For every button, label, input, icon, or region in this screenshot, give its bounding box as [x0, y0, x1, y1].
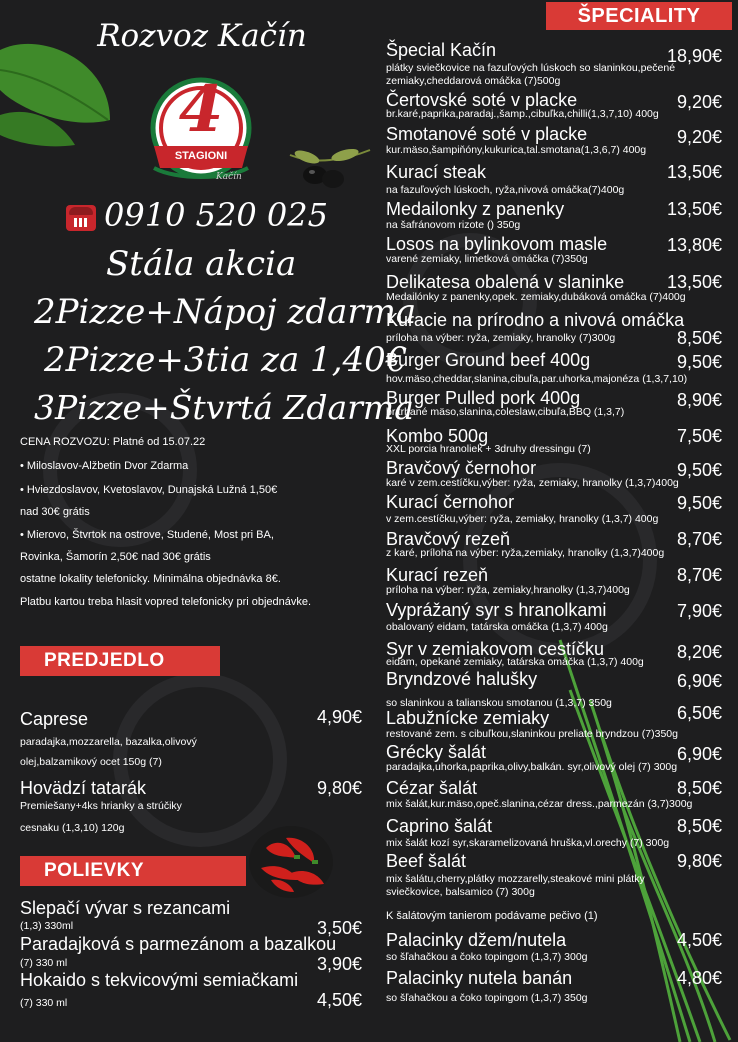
menu-item-desc: na fazuľových lúskoch, ryža,nivová omáčka(7)400g	[386, 184, 625, 196]
menu-item-desc: br.karé,paprika,paradaj.,šamp.,cibuľka,chilli(1,3,7,10) 400g	[386, 108, 659, 120]
menu-item-desc: mix šalát kozí syr,skaramelizovaná hruška,vl.orechy (7) 300g	[386, 837, 670, 849]
menu-item-desc: hov.mäso,cheddar,slanina,cibuľa,par.uhorka,majonéza (1,3,7,10)	[386, 373, 688, 385]
page-title: Rozvoz Kačín	[97, 18, 307, 54]
promo-line-3: 2Pizze+3tia za 1,40€	[44, 340, 408, 380]
menu-item-price: 4,50€	[316, 990, 362, 1010]
menu-item-desc: olej,balzamikový ocet 150g (7)	[20, 756, 162, 768]
menu-item-name: Losos na bylinkovom masle	[386, 234, 608, 254]
menu-item-price: 3,90€	[316, 954, 362, 974]
menu-item-name: Beef šalát	[386, 851, 467, 871]
menu-item-price: 3,50€	[316, 918, 362, 938]
menu-item-desc: kur.mäso,šampiňóny,kukurica,tal.smotana(1,3,6,7) 400g	[386, 144, 647, 156]
menu-item-price: 8,90€	[676, 390, 722, 410]
chili-peppers-icon	[246, 818, 336, 900]
delivery-info	[20, 436, 311, 618]
menu-item-name: Cézar šalát	[386, 778, 478, 798]
logo	[146, 72, 256, 186]
menu-item-name: Hokaido s tekvicovými semiačkami	[20, 970, 299, 990]
menu-item-desc: Medailónky z panenky,opek. zemiaky,dubáková omáčka (7)400g	[386, 291, 686, 303]
menu-item-desc: paradajka,mozzarella, bazalka,olivový	[20, 736, 197, 748]
menu-item-name: Smotanové soté v placke	[386, 124, 588, 144]
menu-item-desc: príloha na výber: ryža, zemiaky,hranolky (1,3,7)400g	[386, 584, 630, 596]
menu-item-name: Syr v zemiakovom cestíčku	[386, 639, 605, 659]
menu-item-name: Paradajková s parmezánom a bazalkou	[20, 934, 337, 954]
menu-item-desc: mix šalátu,cherry,plátky mozzarelly,steakové mini plátky sviečkovice, balsamico (7) 300g	[386, 873, 645, 898]
menu-item-desc: so slaninkou a talianskou smotanou (1,3,7) 350g	[386, 697, 612, 709]
menu-item-name: Burger Pulled pork 400g	[386, 388, 581, 408]
menu-item-name: Palacinky nutela banán	[386, 968, 573, 988]
menu-item-price: 8,20€	[676, 642, 722, 662]
menu-item-name: Bryndzové halušky	[386, 669, 538, 689]
menu-item-desc: varené zemiaky, limetková omáčka (7)350g	[386, 253, 588, 265]
menu-item-desc: obalovaný eidam, tatárska omáčka (1,3,7) 400g	[386, 621, 608, 633]
menu-item-price: 9,50€	[676, 460, 722, 480]
menu-item-desc: príloha na výber: ryža, zemiaky, hranolky (7)300g	[386, 332, 616, 344]
menu-item-desc: so šľahačkou a čoko topingom (1,3,7) 350g	[386, 992, 588, 1004]
logo-text: STAGIONI	[174, 150, 228, 162]
menu-item-name: Kurací černohor	[386, 492, 515, 512]
menu-item-desc: karé v zem.cestíčku,výber: ryža, zemiaky, hranolky (1,3,7)400g	[386, 477, 679, 489]
menu-item-name: Labužnícke zemiaky	[386, 708, 550, 728]
menu-item-name: Caprese	[20, 709, 89, 729]
menu-item-desc: XXL porcia hranoliek + 3druhy dressingu (7)	[386, 443, 591, 455]
menu-item-name: Burger Ground beef 400g	[386, 350, 591, 370]
menu-item-name: Grécky šalát	[386, 742, 487, 762]
promo-line-4: 3Pizze+Štvrtá Zdarma	[34, 388, 414, 427]
menu-item-name: Kuracie na prírodno a nivová omáčka	[386, 310, 685, 330]
menu-item-price: 7,50€	[676, 426, 722, 446]
menu-item-desc: v zem.cestíčku,výber: ryža, zemiaky, hranolky (1,3,7) 400g	[386, 513, 659, 525]
menu-item-price: 9,50€	[676, 493, 722, 513]
menu-item-name: Palacinky džem/nutela	[386, 930, 567, 950]
menu-item-name: Caprino šalát	[386, 816, 493, 836]
section-predjedlo: PREDJEDLO	[20, 646, 220, 676]
delivery-line: Rovinka, Šamorín 2,50€ nad 30€ grátis	[20, 551, 211, 563]
menu-item-desc: na šafránovom rizote () 350g	[386, 219, 521, 231]
menu-item-price: 8,70€	[676, 529, 722, 549]
menu-item-desc: plátky sviečkovice na fazuľových lúskoch so slaninkou,pečené zemiaky,cheddarová omáčka (7)500g	[386, 62, 676, 87]
section-polievky: POLIEVKY	[20, 856, 246, 886]
delivery-line: • Miloslavov-Alžbetin Dvor Zdarma	[20, 460, 189, 472]
menu-item-desc: so šľahačkou a čoko topingom (1,3,7) 300g	[386, 951, 588, 963]
menu-item-desc: paradajka,uhorka,paprika,olivy,balkán. syr,olivový olej (7) 300g	[386, 761, 678, 773]
delivery-line: • Mierovo, Štvrtok na ostrove, Studené, Most pri BA,	[20, 529, 274, 541]
phone-text: 0910 520 025	[104, 196, 328, 234]
promo-line-1: Stála akcia	[106, 244, 297, 284]
phone-icon	[66, 205, 96, 231]
logo-sub: Kačín	[216, 172, 242, 182]
menu-item-price: 8,50€	[676, 778, 722, 798]
menu-item-desc: z karé, príloha na výber: ryža,zemiaky, hranolky (1,3,7)400g	[386, 547, 665, 559]
menu-item-name: Slepačí vývar s rezancami	[20, 898, 231, 918]
menu-item-name: Vyprážaný syr s hranolkami	[386, 600, 607, 620]
menu-item-desc: (1,3) 330ml	[20, 920, 74, 932]
menu-item-desc: (7) 330 ml	[20, 997, 68, 1009]
phone-number	[66, 196, 328, 234]
menu-item-name: Kombo 500g	[386, 426, 489, 446]
menu-item-desc: eidam, opekané zemiaky, tatárska omáčka (1,3,7) 400g	[386, 656, 644, 668]
menu-item-name: Kurací steak	[386, 162, 487, 182]
menu-item-price: 9,80€	[316, 778, 362, 798]
delivery-line: nad 30€ grátis	[20, 506, 90, 518]
menu-item-price: 9,20€	[676, 92, 722, 112]
menu-item-desc: K šalátovým tanierom podávame pečivo (1)	[386, 910, 598, 922]
menu-item-name: Čertovské soté v placke	[386, 90, 578, 110]
olive-icon	[285, 145, 375, 195]
menu-item-price: 13,50€	[666, 199, 722, 219]
menu-item-price: 13,50€	[666, 272, 722, 292]
menu-item-name: Bravčový rezeň	[386, 529, 511, 549]
menu-item-desc: cesnaku (1,3,10) 120g	[20, 822, 125, 834]
logo-number: 4	[178, 72, 224, 147]
delivery-line: CENA ROZVOZU: Platné od 15.07.22	[20, 436, 206, 448]
delivery-line: Platbu kartou treba hlasit vopred telefonicky pri objednávke.	[20, 596, 312, 608]
menu-item-price: 4,80€	[676, 968, 722, 988]
menu-item-desc: restované zem. s cibuľkou,slaninkou preliate bryndzou (7)350g	[386, 728, 678, 740]
menu-item-price: 9,50€	[676, 352, 722, 372]
menu-item-desc: br.trhané mäso,slanina,coleslaw,cibuľa,BBQ (1,3,7)	[386, 406, 625, 418]
menu-item-price: 13,80€	[666, 235, 722, 255]
menu-item-price: 4,50€	[676, 930, 722, 950]
menu-item-name: Hovädzí tatarák	[20, 778, 147, 798]
menu-item-desc: Premiešany+4ks hrianky a strúčiky	[20, 800, 182, 812]
menu-item-name: Delikatesa obalená v slaninke	[386, 272, 625, 292]
menu-item-price: 8,50€	[676, 328, 722, 348]
menu-item-price: 9,80€	[676, 851, 722, 871]
menu-item-price: 6,90€	[676, 744, 722, 764]
menu-item-price: 8,50€	[676, 816, 722, 836]
menu-item-name: Špecial Kačín	[386, 40, 497, 60]
menu-item-price: 8,70€	[676, 565, 722, 585]
menu-item-price: 18,90€	[666, 46, 722, 66]
menu-item-price: 6,90€	[676, 671, 722, 691]
menu-item-price: 7,90€	[676, 601, 722, 621]
menu-item-desc: mix šalát,kur.mäso,opeč.slanina,cézar dress.,parmezán (3,7)300g	[386, 798, 693, 810]
menu-item-name: Bravčový černohor	[386, 458, 537, 478]
menu-item-price: 6,50€	[676, 703, 722, 723]
menu-item-name: Kurací rezeň	[386, 565, 489, 585]
menu-item-desc: (7) 330 ml	[20, 957, 68, 969]
promo-line-2: 2Pizze+Nápoj zdarma	[34, 292, 417, 332]
delivery-line: • Hviezdoslavov, Kvetoslavov, Dunajská Lužná 1,50€	[20, 484, 278, 496]
section-speciality: ŠPECIALITY	[546, 2, 732, 30]
delivery-line: ostatne lokality telefonicky. Minimálna objednávka 8€.	[20, 573, 281, 585]
menu-item-price: 9,20€	[676, 127, 722, 147]
menu-item-price: 4,90€	[316, 707, 362, 727]
menu-item-name: Medailonky z panenky	[386, 199, 565, 219]
menu-item-price: 13,50€	[666, 162, 722, 182]
